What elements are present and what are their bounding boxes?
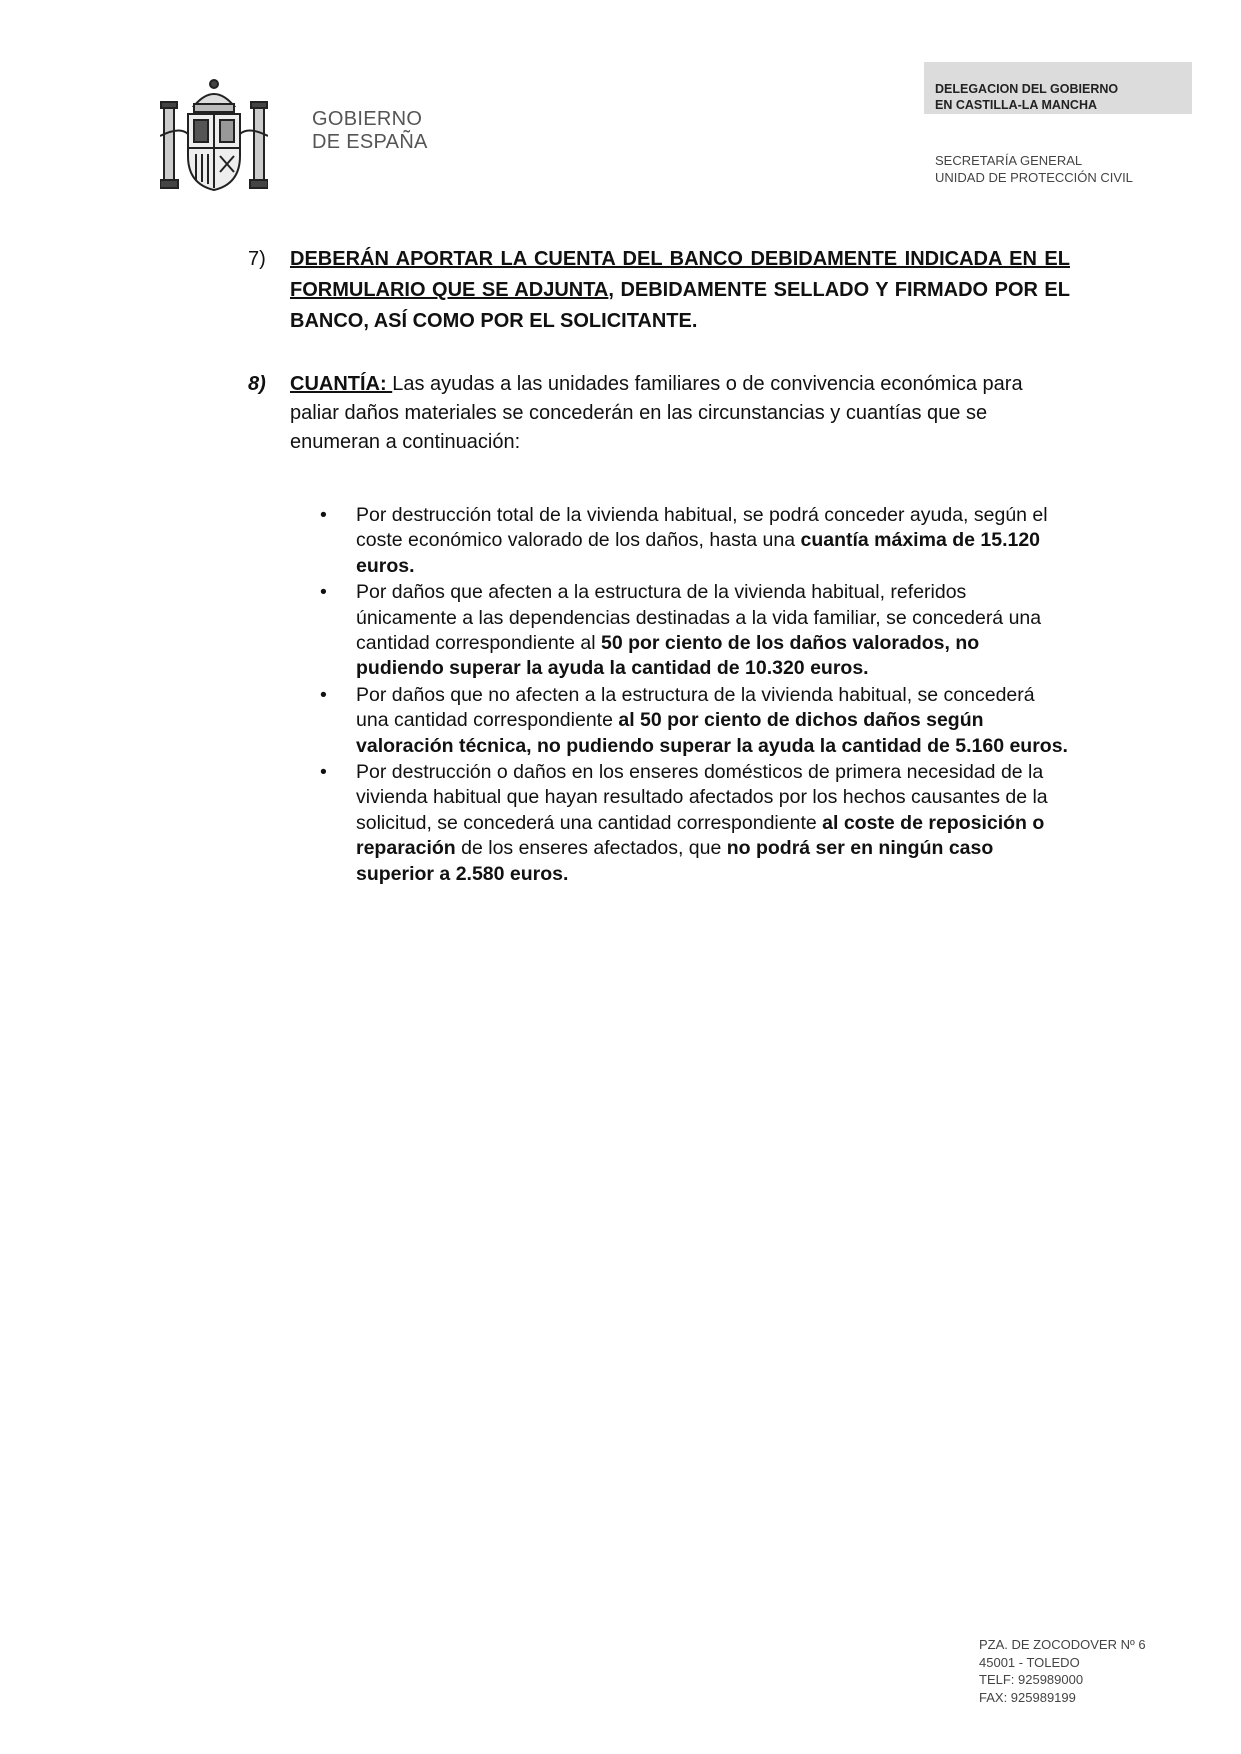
logo-line-2: DE ESPAÑA [312,131,428,153]
list-item-text: de los enseres afectados, que [455,837,727,860]
item-8-text: Las ayudas a las unidades familiares o de convivencia económica para paliar daños materiales se concederán en las circunstancias y cuantías que se enumeran a continuación: [290,373,1023,453]
delegation-title [935,81,1118,113]
address-footer [979,1636,1146,1706]
list-item-text: Por destrucción total de la vivienda habitual, se podrá conceder ayuda, según el coste económico valorado de los daños, hasta una [356,504,1048,552]
list-item-bold: al 50 por ciento de dichos daños según valoración técnica, no pudiendo superar la ayuda la cantidad de 5.160 euros. [356,709,1068,757]
logo-line-1: GOBIERNO [312,108,423,130]
list-item-text: Por daños que no afecten a la estructura de la vivienda habitual, se concederá una cantidad correspondiente [356,683,1035,732]
bullet-icon: • [320,581,327,604]
delegation-line-1: DELEGACION DEL GOBIERNO [935,82,1119,96]
list-item-bold: no podrá ser en ningún caso superior a 2.580 euros. [356,837,994,885]
list-item-text: Por destrucción o daños en los enseres domésticos de primera necesidad de la vivienda habitual que hayan resultado afectados por los hechos causantes de la solicitud, se concederá una cantidad correspondiente [356,761,1048,834]
list-item [320,760,1070,887]
item-8 [248,370,1070,457]
delegation-line-2: EN CASTILLA-LA MANCHA [935,98,1098,112]
item-8-number: 8) [248,373,266,395]
unit-line-2: UNIDAD DE PROTECCIÓN CIVIL [935,170,1133,185]
list-item [320,503,1070,579]
footer-address: PZA. DE ZOCODOVER Nº 6 [979,1637,1146,1652]
list-item-bold: al coste de reposición o reparación [356,811,1045,860]
government-logo-text [312,108,428,154]
footer-city: 45001 - TOLEDO [979,1654,1080,1670]
item-7 [248,244,1070,337]
list-item-bold: 50 por ciento de los daños valorados, no pudiendo superar la ayuda la cantidad de 10.320 euros. [356,632,980,680]
aid-amounts-list [248,503,1070,887]
coat-of-arms-emblem [160,76,268,196]
item-7-number: 7) [248,248,266,270]
item-8-heading: CUANTÍA: [290,373,393,395]
bullet-icon: • [320,683,327,706]
footer-fax: FAX: 925989199 [979,1689,1076,1705]
unit-line-1: SECRETARÍA GENERAL [935,153,1083,168]
bullet-icon: • [320,761,327,784]
list-item-bold: cuantía máxima de 15.120 euros. [356,529,1041,577]
bullet-icon: • [320,504,327,526]
list-item [320,580,1070,682]
footer-phone: TELF: 925989000 [979,1672,1084,1687]
list-item-text: Por daños que afecten a la estructura de la vivienda habitual, referidos únicamente a las dependencias destinadas a la vida familiar, se concederá una cantidad correspondiente al [356,581,1042,655]
list-item [320,683,1070,759]
document-body [248,244,1070,888]
unit-heading [935,152,1133,186]
item-7-rest: , DEBIDAMENTE SELLADO Y FIRMADO POR EL BANCO, ASÍ COMO POR EL SOLICITANTE. [290,279,1070,332]
item-7-underlined: DEBERÁN APORTAR LA CUENTA DEL BANCO DEBIDAMENTE INDICADA EN EL FORMULARIO QUE SE ADJUNTA [290,248,1070,301]
